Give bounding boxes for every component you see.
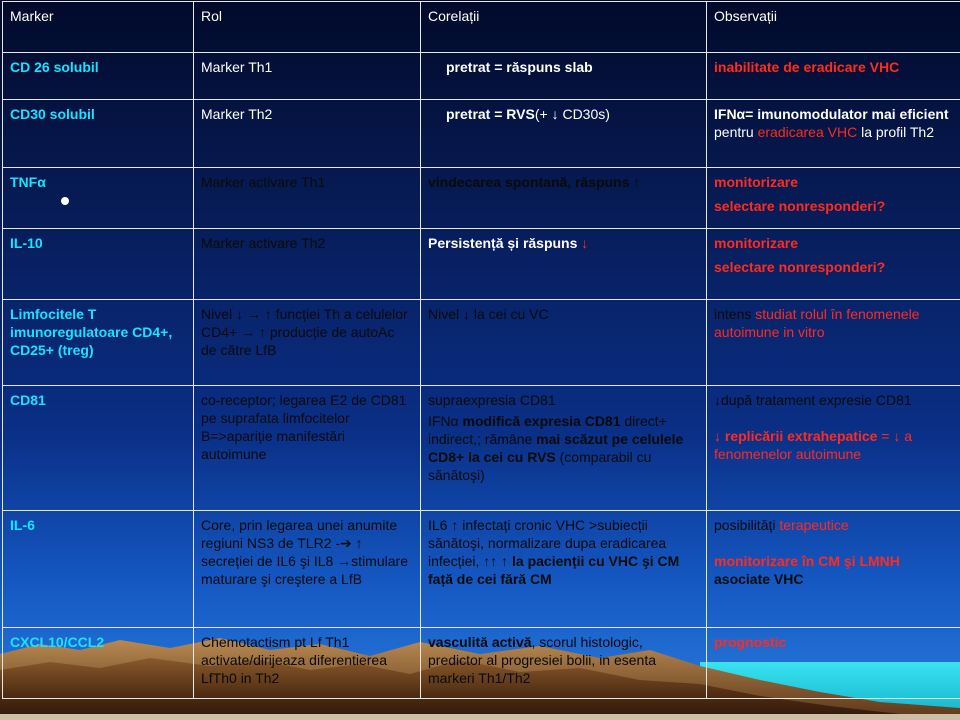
marker-cell: IL-6 [3, 511, 194, 628]
corelatii-arrow: ↓ [577, 235, 589, 251]
bullet-dot-icon [61, 197, 69, 205]
marker-cell [3, 168, 194, 229]
corelatii-cell [421, 511, 707, 628]
observatii-cell [707, 168, 960, 229]
corelatii-text-2: direct+ indirect,; rămâne [428, 413, 667, 447]
corelatii-text: pretrat = răspuns slab [446, 59, 593, 75]
corelatii-text: IL6 ↑ infectați cronic VHC >subiecții sănătoşi, normalizare dupa eradicarea infecției, ↑↑ ↑ [428, 517, 667, 569]
marker-cell: IL-10 [3, 229, 194, 300]
rol-text: Chemotactism pt Lf Th1 activate/ [201, 634, 350, 668]
corelatii-line-1: supraexpresia CD81 [428, 392, 556, 408]
rol-cell [194, 628, 421, 699]
obs-line-1: monitorizare [714, 235, 799, 251]
obs-line-2: selectare nonresponderi? [714, 259, 886, 275]
obs-red-bold: monitorizare în CM şi LMNH [714, 553, 900, 569]
observatii-cell: prognostic [707, 628, 960, 699]
cytokine-marker-table [2, 1, 960, 699]
rol-cell: Nivel ↓ → ↑ funcției Th a celulelor CD4+ → ↑ producție de autoAc de către LfB [194, 300, 421, 386]
header-observatii: Observații [707, 2, 960, 53]
table-row [3, 168, 960, 229]
ground-band [0, 714, 960, 720]
corelatii-cell [421, 53, 707, 100]
observatii-cell [707, 300, 960, 386]
table-row [3, 628, 960, 699]
observatii-cell [707, 511, 960, 628]
obs-line-2: selectare nonresponderi? [714, 198, 886, 214]
obs-text-end: la profil Th2 [857, 124, 934, 140]
table-row [3, 386, 960, 511]
corelatii-text-3: (comparabil cu sănătoşi) [428, 449, 652, 483]
obs-red: ↓ replicării extrahepatice [714, 428, 878, 444]
obs-red: terapeutice [779, 517, 849, 533]
table-row [3, 300, 960, 386]
corelatii-rest: (+ ↓ CD30s) [534, 106, 610, 122]
observatii-cell: inabilitate de eradicare VHC [707, 53, 960, 100]
rol-cell: Marker Th1 [194, 53, 421, 100]
corelatii-cell [421, 628, 707, 699]
table-row [3, 511, 960, 628]
obs-dark-bold: asociate VHC [714, 571, 804, 587]
header-corelatii: Corelații [421, 2, 707, 53]
marker-cell: CXCL10/CCL2 [3, 628, 194, 699]
corelatii-bold: Persistență și răspuns [428, 235, 578, 251]
table-row [3, 229, 960, 300]
observatii-cell [707, 386, 960, 511]
corelatii-bold: pretrat = RVS [446, 106, 535, 122]
rol-cell: Marker activare Th2 [194, 229, 421, 300]
header-marker: Marker [3, 2, 194, 53]
rol-cell: Marker Th2 [194, 100, 421, 168]
obs-line-1: ↓după tratament expresie CD81 [714, 392, 912, 408]
table-row [3, 53, 960, 100]
corelatii-text: , scorul histologic, predictor al progresiei bolii, in esenta markeri Th1/Th2 [428, 634, 657, 686]
marker-cell: Limfocitele T imunoregulatoare CD4+, CD25+ (treg) [3, 300, 194, 386]
table-header-row [3, 2, 960, 53]
corelatii-text: IFNα [428, 413, 463, 429]
obs-text: intens [714, 306, 756, 322]
corelatii-bold: vasculită activă [428, 634, 532, 650]
rol-cell: Marker activare Th1 [194, 168, 421, 229]
marker-cell: CD 26 solubil [3, 53, 194, 100]
header-rol: Rol [194, 2, 421, 53]
corelatii-cell: Nivel ↓ la cei cu VC [421, 300, 707, 386]
corelatii-cell [421, 100, 707, 168]
rol-cell: Core, prin legarea unei anumite regiuni NS3 de TLR2 -➔ ↑ secreției de IL6 şi IL8 →stimulare maturare şi creştere a LfB [194, 511, 421, 628]
corelatii-cell [421, 229, 707, 300]
obs-red: eradicarea VHC [757, 124, 858, 140]
corelatii-cell [421, 386, 707, 511]
rol-text-2: dirijeaza diferentierea LfTh0 in Th2 [201, 652, 387, 686]
corelatii-cell: vindecarea spontană, răspuns ↑ [421, 168, 707, 229]
corelatii-bold: modifică expresia CD81 [462, 413, 621, 429]
obs-text: pentru [714, 124, 758, 140]
corelatii-bold-2: mai scăzut pe celulele CD8+ la cei cu RVS [428, 431, 684, 465]
marker-text: TNFα [10, 174, 46, 190]
marker-cell: CD81 [3, 386, 194, 511]
table-row [3, 100, 960, 168]
rol-cell: co-receptor; legarea E2 de CD81 pe suprafata limfocitelor B=>apariție manifestări autoimune [194, 386, 421, 511]
obs-bold: IFNα= imunomodulator mai eficient [714, 106, 949, 122]
obs-text: posibilități [714, 517, 780, 533]
observatii-cell [707, 100, 960, 168]
corelatii-bold: la pacienții cu VHC şi CM față de cei fără CM [428, 553, 680, 587]
obs-red: studiat rolul în fenomenele autoimune in vitro [714, 306, 920, 340]
marker-cell: CD30 solubil [3, 100, 194, 168]
observatii-cell [707, 229, 960, 300]
obs-line-1: monitorizare [714, 174, 799, 190]
obs-red-2: = ↓ a fenomenelor autoimune [714, 428, 913, 462]
